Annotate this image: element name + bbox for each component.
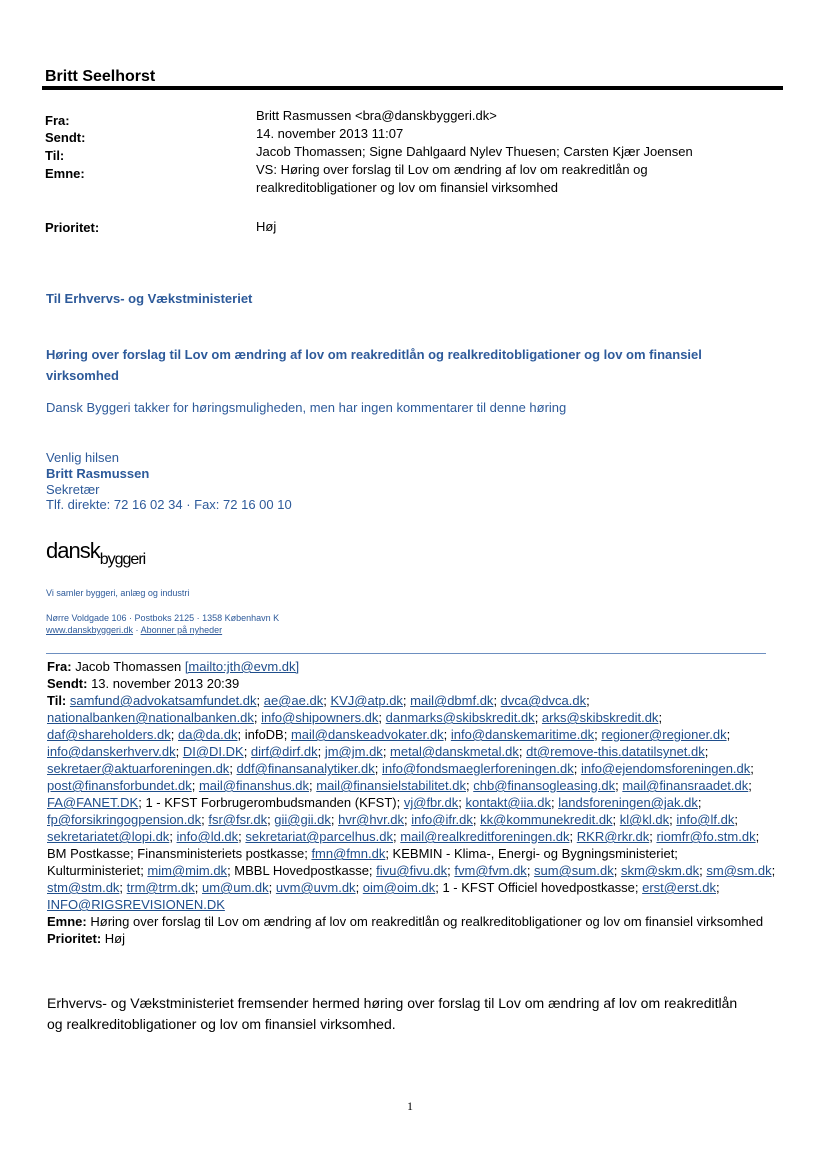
recipient-separator: ; (191, 778, 199, 793)
recipient-separator: ; (378, 710, 386, 725)
recipient-separator: ; (355, 880, 363, 895)
recipient-email-link[interactable]: stm@stm.dk (47, 880, 120, 895)
recipient-separator: ; (518, 744, 527, 759)
recipient-email-link[interactable]: sm@sm.dk (706, 863, 772, 878)
recipient-separator: ; (256, 693, 264, 708)
recipient-separator: ; (569, 829, 577, 844)
forwarded-message: Erhvervs- og Vækstministeriet fremsender hermed høring over forslag til Lov om ændring af lov om reakreditlån og realkreditobligationer og lov om finansiel virksomhed. (47, 995, 738, 1032)
recipient-email-link[interactable]: fivu@fivu.dk (376, 863, 448, 878)
recipient-email-link[interactable]: dt@remove-this.datatilsynet.dk (526, 744, 705, 759)
from-value: Britt Rasmussen <bra@danskbyggeri.dk> (256, 108, 497, 123)
recipient-separator: ; (649, 829, 657, 844)
recipient-email-link[interactable]: info@ld.dk (176, 829, 239, 844)
recipient-email-link[interactable]: FA@FANET.DK (47, 795, 139, 810)
recipient-email-link[interactable]: metal@danskmetal.dk (390, 744, 519, 759)
priority-label: Prioritet: (45, 220, 100, 235)
fw-sent-label: Sendt: (47, 676, 88, 691)
recipient-separator: ; (472, 812, 481, 827)
recipient-email-link[interactable]: INFO@RIGSREVISIONEN.DK (47, 897, 225, 912)
recipient-email-link[interactable]: mail@danskeadvokater.dk (290, 727, 444, 742)
fw-to-label: Til: (47, 693, 67, 708)
recipient-email-link[interactable]: info@danskerhverv.dk (47, 744, 176, 759)
recipient-separator: ; BM Postkasse; Finansministeriets postkasse; (47, 829, 760, 861)
intro-text: Dansk Byggeri takker for høringsmuligheden, men har ingen kommentarer til denne høring (46, 400, 567, 415)
address: Nørre Voldgade 106 · Postboks 2125 · 1358 København K (46, 613, 280, 623)
recipient-email-link[interactable]: daf@shareholders.dk (47, 727, 171, 742)
logo-main: dansk (46, 538, 100, 563)
recipient-separator: ; (119, 880, 127, 895)
recipient-separator: ; infoDB; (237, 727, 291, 742)
recipient-email-link[interactable]: kl@kl.dk (619, 812, 670, 827)
recipient-separator: ; (615, 778, 623, 793)
address-block: Nørre Voldgade 106 · Postboks 2125 · 1358 København K www.danskbyggeri.dk · Abonner på nyheder (46, 613, 280, 635)
fw-sent-value: 13. november 2013 20:39 (91, 676, 240, 691)
recipient-separator: ; KEBMIN - Klima-, Energi- og Bygningsministeriet; Kulturministeriet; (47, 846, 678, 878)
recipient-separator: ; (658, 710, 663, 725)
recipient-email-link[interactable]: kontakt@iia.dk (465, 795, 551, 810)
recipient-email-link[interactable]: gii@gii.dk (274, 812, 331, 827)
recipient-separator: ; (734, 812, 738, 827)
subject-value-line1: VS: Høring over forslag til Lov om ændring af lov om reakreditlån og (256, 162, 648, 177)
recipient-heading: Til Erhvervs- og Vækstministeriet (46, 291, 253, 306)
recipient-email-link[interactable]: chb@finansogleasing.dk (473, 778, 616, 793)
recipient-email-link[interactable]: info@lf.dk (676, 812, 735, 827)
recipient-email-link[interactable]: samfund@advokatsamfundet.dk (69, 693, 257, 708)
recipient-separator: ; (750, 761, 754, 776)
recipient-separator: ; (697, 795, 702, 810)
recipient-email-link[interactable]: danmarks@skibskredit.dk (385, 710, 535, 725)
recipient-email-link[interactable]: riomfr@fo.stm.dk (656, 829, 756, 844)
recipient-email-link[interactable]: info@ifr.dk (411, 812, 473, 827)
priority-value: Høj (256, 219, 277, 234)
recipient-separator: ; (493, 693, 501, 708)
recipient-email-link[interactable]: um@um.dk (201, 880, 269, 895)
sent-value: 14. november 2013 11:07 (256, 126, 404, 141)
hearing-title: Høring over forslag til Lov om ændring af lov om reakreditlån og realkreditobligationer og lov om finansiel virksomhed (46, 347, 702, 383)
recipient-email-link[interactable]: fsr@fsr.dk (208, 812, 268, 827)
recipient-email-link[interactable]: oim@oim.dk (362, 880, 436, 895)
recipient-separator: ; (170, 727, 179, 742)
recipient-email-link[interactable]: info@ejendomsforeningen.dk (580, 761, 751, 776)
recipient-email-link[interactable]: hvr@hvr.dk (338, 812, 405, 827)
recipient-separator: ; (393, 829, 401, 844)
recipient-separator: ; (716, 880, 720, 895)
recipient-email-link[interactable]: sekretariatet@lopi.dk (47, 829, 170, 844)
recipient-email-link[interactable]: mail@realkreditforeningen.dk (400, 829, 570, 844)
recipient-separator: ; (586, 693, 590, 708)
recipient-email-link[interactable]: mail@finansielstabilitet.dk (316, 778, 466, 793)
recipient-email-link[interactable]: landsforeningen@jak.dk (558, 795, 698, 810)
recipient-email-link[interactable]: mim@mim.dk (147, 863, 228, 878)
recipient-email-link[interactable]: fmn@fmn.dk (311, 846, 386, 861)
recipient-email-link[interactable]: da@da.dk (178, 727, 238, 742)
recipient-separator: ; (402, 693, 411, 708)
recipient-separator: ; (267, 812, 275, 827)
recipient-separator: ; (458, 795, 466, 810)
recipient-email-link[interactable]: RKR@rkr.dk (576, 829, 650, 844)
recipient-email-link[interactable]: kk@kommunekredit.dk (480, 812, 613, 827)
recipient-email-link[interactable]: DI@DI.DK (182, 744, 244, 759)
forward-divider (46, 653, 766, 654)
logo-sub: byggeri (99, 551, 146, 568)
recipient-email-link[interactable]: mail@finansraadet.dk (622, 778, 749, 793)
recipient-email-link[interactable]: skm@skm.dk (620, 863, 700, 878)
recipient-separator: ; (229, 761, 237, 776)
recipient-separator: ; (309, 778, 317, 793)
fw-from-label: Fra: (47, 659, 72, 674)
recipient-email-link[interactable]: KVJ@atp.dk (330, 693, 403, 708)
recipient-separator: ; (613, 863, 621, 878)
recipient-separator: ; (748, 778, 752, 793)
recipient-separator: ; (594, 727, 602, 742)
recipient-separator: ; (238, 829, 246, 844)
recipient-email-link[interactable]: nationalbanken@nationalbanken.dk (47, 710, 254, 725)
recipient-email-link[interactable]: fvm@fvm.dk (454, 863, 527, 878)
recipient-separator: ; (243, 744, 251, 759)
recipient-email-link[interactable]: mail@dbmf.dk (410, 693, 494, 708)
recipient-separator: ; (374, 761, 383, 776)
page-number: 1 (407, 1099, 413, 1113)
signature-name: Britt Rasmussen (46, 466, 150, 481)
recipient-separator: ; (704, 744, 709, 759)
recipient-separator: ; (573, 761, 581, 776)
recipient-separator: ; (169, 829, 177, 844)
header-rule (42, 86, 783, 90)
recipient-email-link[interactable]: sum@sum.dk (534, 863, 614, 878)
recipient-email-link[interactable]: dvca@dvca.dk (500, 693, 587, 708)
recipient-email-link[interactable]: ae@ae.dk (263, 693, 324, 708)
from-label: Fra: (45, 113, 70, 128)
to-value: Jacob Thomassen; Signe Dahlgaard Nylev Thuesen; Carsten Kjær Joensen (256, 144, 693, 159)
fw-from-mailto-link[interactable]: [mailto:jth@evm.dk] (184, 659, 300, 674)
signature-role: Sekretær (46, 482, 100, 497)
forwarded-header (47, 658, 777, 947)
fw-subject-label: Emne: (47, 914, 87, 929)
fw-priority-value: Høj (104, 931, 126, 946)
recipient-email-link[interactable]: info@shipowners.dk (261, 710, 379, 725)
sent-label: Sendt: (45, 130, 86, 145)
recipient-separator: ; (443, 727, 451, 742)
recipient-email-link[interactable]: arks@skibskredit.dk (541, 710, 659, 725)
recipient-email-link[interactable]: sekretaer@aktuarforeningen.dk (47, 761, 230, 776)
recipient-email-link[interactable]: sekretariat@parcelhus.dk (245, 829, 394, 844)
recipient-separator: ; (382, 744, 391, 759)
fw-subject-value: Høring over forslag til Lov om ændring af lov om reakreditlån og realkreditobligationer og lov om finansiel virksomhed (90, 914, 764, 929)
recipient-separator: ; (194, 880, 202, 895)
fw-from-name: Jacob Thomassen (75, 659, 182, 674)
subject-label: Emne: (45, 166, 85, 181)
recipient-separator: ; (669, 812, 677, 827)
recipient-email-link[interactable]: post@finansforbundet.dk (47, 778, 192, 793)
recipient-separator: ; (612, 812, 620, 827)
recipient-email-link[interactable]: mail@finanshus.dk (198, 778, 309, 793)
recipient-separator: ; (699, 863, 707, 878)
recipient-separator: ; (201, 812, 209, 827)
recipient-separator: ; (323, 693, 331, 708)
recipient-separator: ; (175, 744, 183, 759)
newsletter-link[interactable]: Abonner på nyheder (140, 625, 223, 635)
recipient-email-link[interactable]: info@fondsmaeglerforeningen.dk (382, 761, 574, 776)
recipient-separator: ; (253, 710, 262, 725)
recipient-email-link[interactable]: regioner@regioner.dk (601, 727, 727, 742)
recipient-email-link[interactable]: dirf@dirf.dk (250, 744, 318, 759)
dansk-byggeri-logo (46, 538, 146, 568)
recipient-email-link[interactable]: fp@forsikringogpension.dk (47, 812, 202, 827)
recipient-separator: ; 1 - KFST Officiel hovedpostkasse; (435, 880, 643, 895)
to-label: Til: (45, 148, 65, 163)
recipient-separator: ; MBBL Hovedpostkasse; (227, 863, 377, 878)
recipient-separator: ; (268, 880, 276, 895)
recipient-separator: ; (330, 812, 339, 827)
recipient-separator: ; (550, 795, 559, 810)
fw-recipients (47, 692, 777, 913)
recipient-separator: ; (447, 863, 455, 878)
recipient-separator: ; (404, 812, 412, 827)
recipient-separator: ; (317, 744, 325, 759)
subject-value-line2: realkreditobligationer og lov om finansiel virksomhed (256, 180, 559, 195)
tagline: Vi samler byggeri, anlæg og industri (46, 588, 190, 598)
website-link[interactable]: www.danskbyggeri.dk (46, 625, 134, 635)
signature-phone: Tlf. direkte: 72 16 02 34 · Fax: 72 16 00 10 (46, 497, 292, 512)
recipient-email-link[interactable]: uvm@uvm.dk (275, 880, 356, 895)
fw-priority-label: Prioritet: (47, 931, 102, 946)
recipient-email-link[interactable]: vj@fbr.dk (403, 795, 459, 810)
recipient-separator: ; (526, 863, 535, 878)
recipient-separator: ; 1 - KFST Forbrugerombudsmanden (KFST); (138, 795, 404, 810)
document-owner: Britt Seelhorst (45, 68, 156, 85)
recipient-separator: ; (726, 727, 731, 742)
recipient-separator: ; (466, 778, 474, 793)
recipient-email-link[interactable]: ddf@finansanalytiker.dk (236, 761, 375, 776)
recipient-email-link[interactable]: info@danskemaritime.dk (450, 727, 595, 742)
recipient-email-link[interactable]: trm@trm.dk (126, 880, 195, 895)
recipient-separator: ; (771, 863, 776, 878)
recipient-email-link[interactable]: jm@jm.dk (324, 744, 383, 759)
signature-greeting: Venlig hilsen (46, 450, 119, 465)
recipient-email-link[interactable]: erst@erst.dk (642, 880, 717, 895)
recipient-separator: ; (534, 710, 542, 725)
